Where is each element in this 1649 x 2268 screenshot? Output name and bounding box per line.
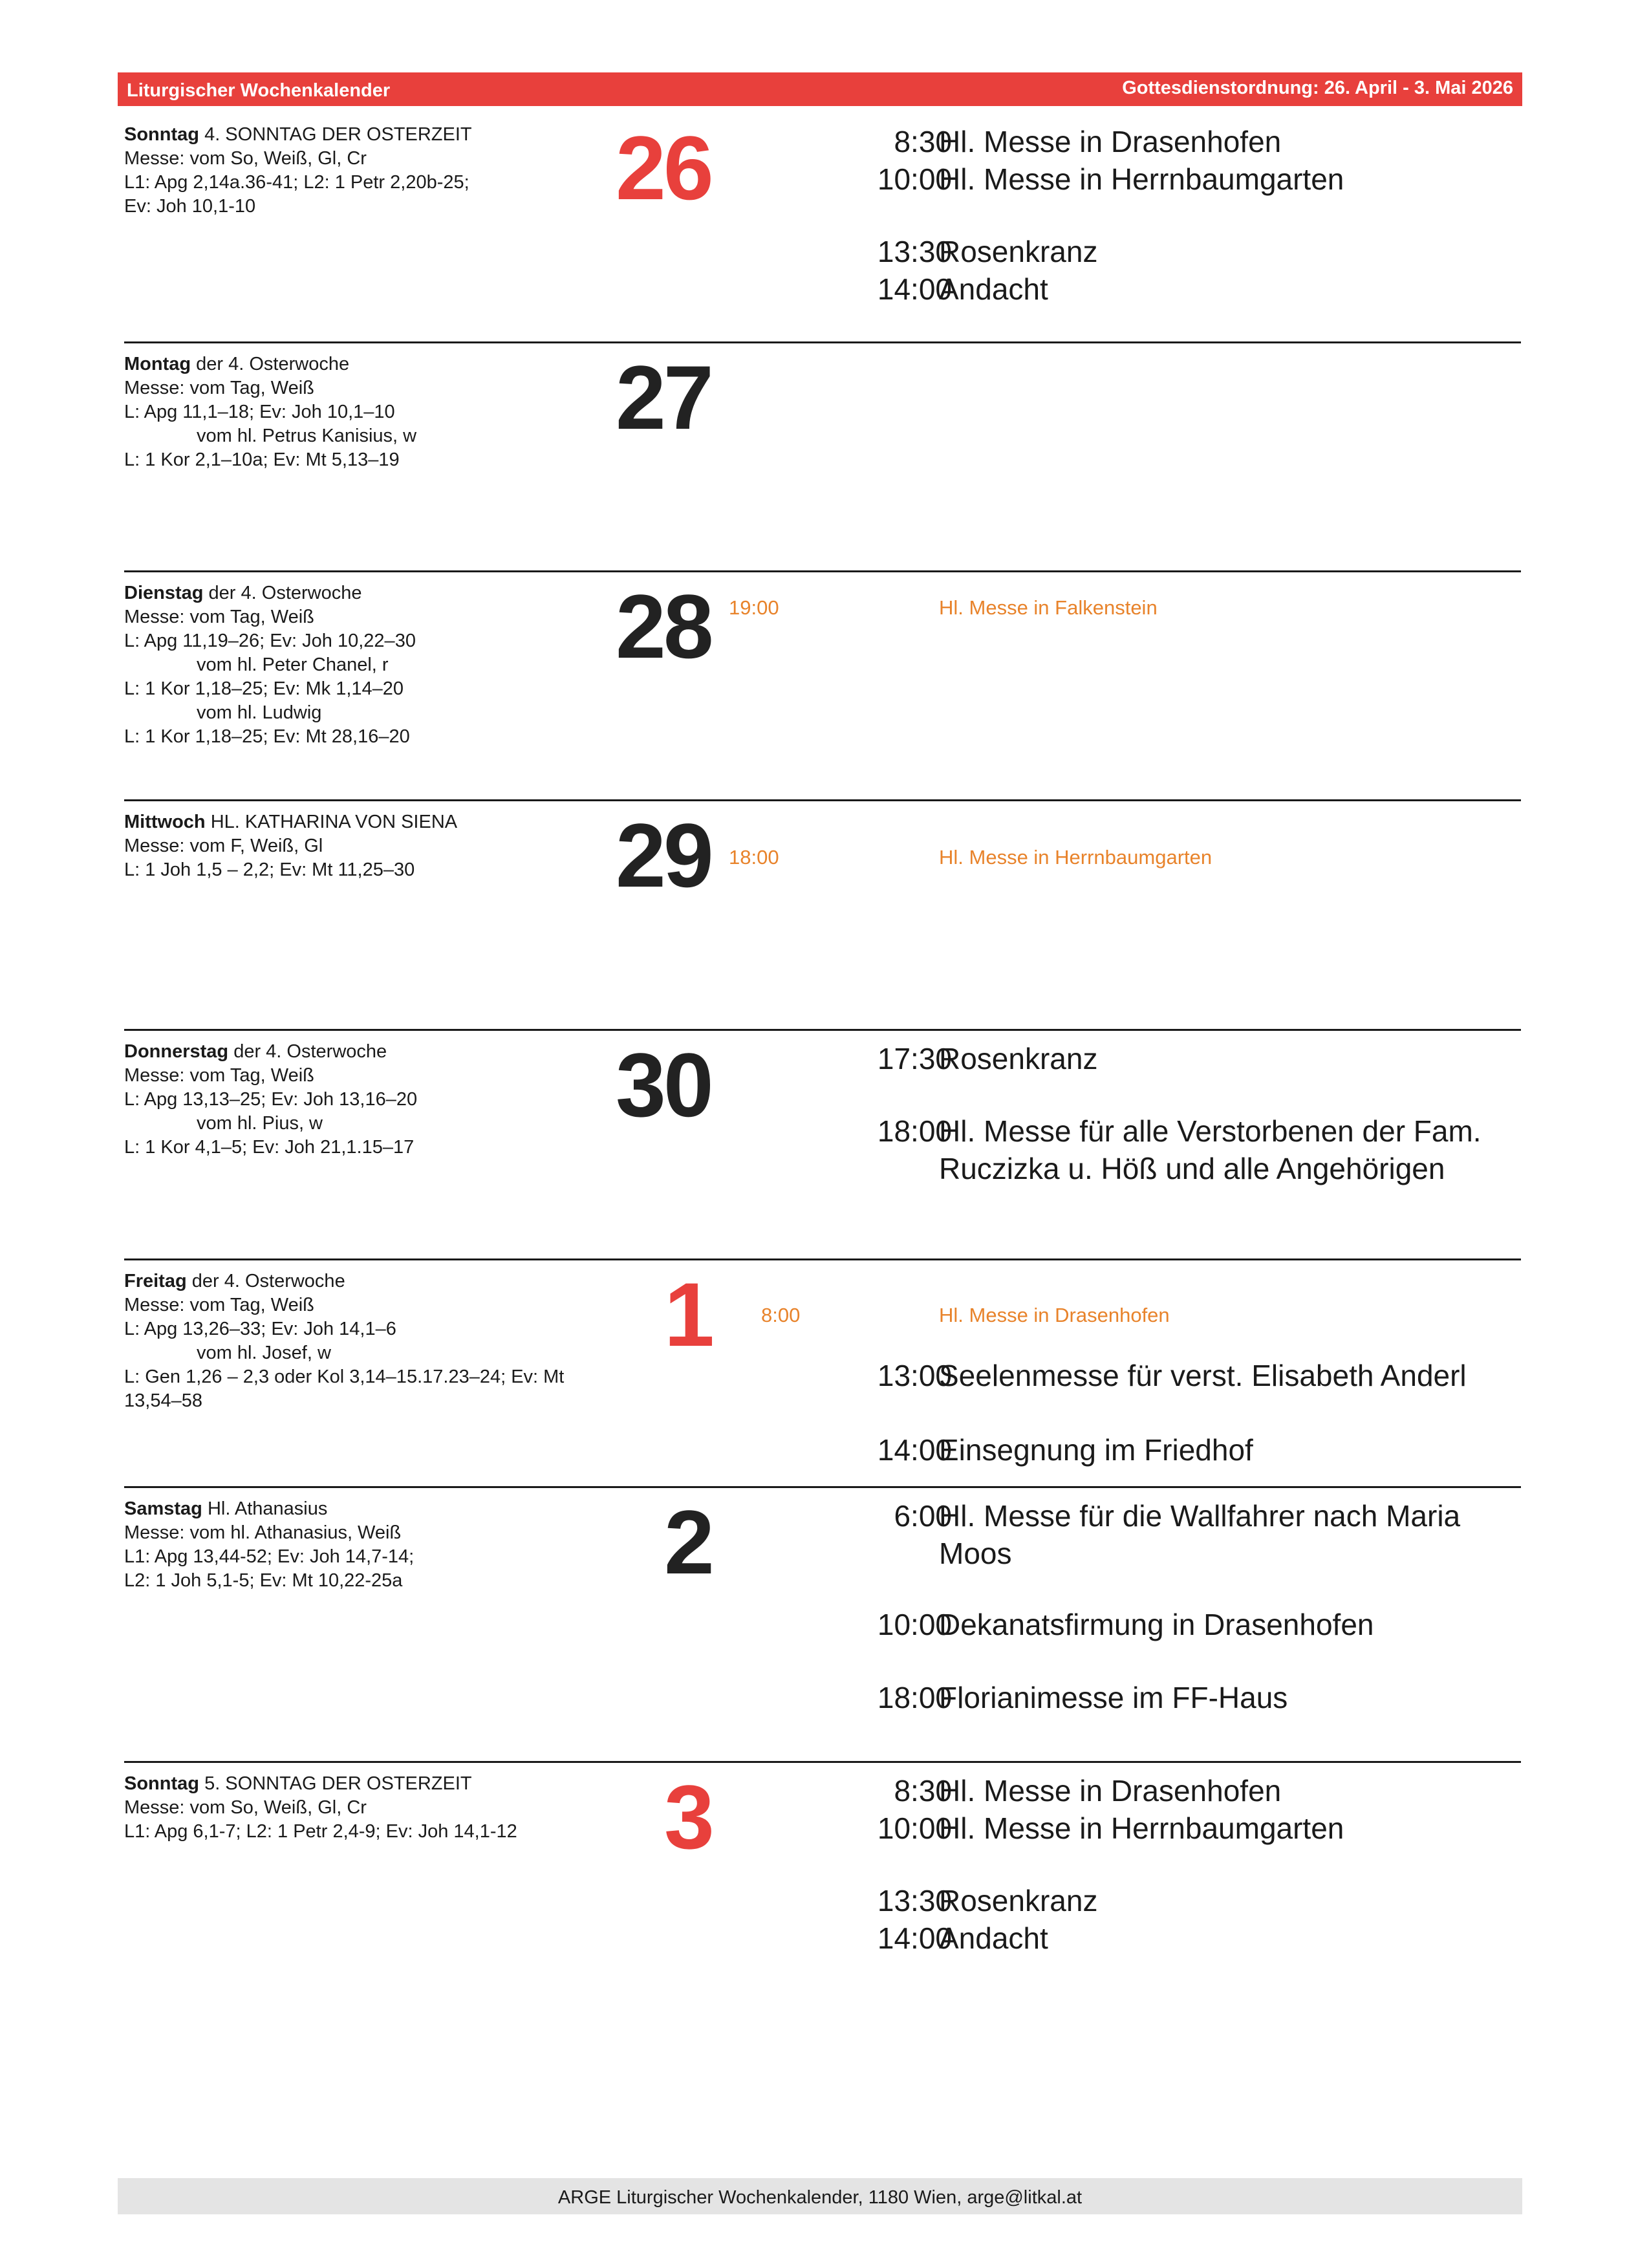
day-info-line: L: Apg 13,26–33; Ev: Joh 14,1–6 [124,1319,396,1339]
day-divider [124,1029,1521,1031]
event-time: 13:30 [877,235,952,268]
day-dienstag-28 [124,576,1521,801]
event-title: Hl. Messe in Herrnbaumgarten [939,846,1212,869]
event-title: Florianimesse im FF-Haus [939,1681,1288,1714]
calendar-header [118,72,1522,106]
day-info-line: Ev: Joh 10,1-10 [124,196,256,217]
page-footer [118,2178,1522,2214]
day-name: Sonntag [124,1773,199,1794]
day-sonntag-26 [124,117,1521,343]
header-title: Liturgischer Wochenkalender [127,80,391,101]
event-title: Andacht [939,1921,1048,1955]
event-time: 10:00 [877,1811,952,1845]
day-info [124,1269,616,1413]
event-time: 10:00 [877,162,952,196]
day-divider [124,341,1521,343]
day-info-line: Messe: vom F, Weiß, Gl [124,836,323,856]
day-info-line: vom hl. Pius, w [197,1113,323,1134]
day-number: 1 [664,1264,712,1365]
day-title: der 4. Osterwoche [233,1041,387,1062]
day-mittwoch-29 [124,805,1521,1024]
event-title: Hl. Messe für alle Verstorbenen der Fam. Ruczizka u. Höß und alle Angehörigen [939,1114,1482,1185]
event-time: 18:00 [877,1681,952,1714]
event-time: 6:00 [894,1499,952,1533]
day-info [124,352,616,472]
day-info-line: vom hl. Josef, w [197,1343,331,1363]
event-title: Hl. Messe für die Wallfahrer nach Maria Moos [939,1499,1461,1570]
day-divider [124,1258,1521,1260]
event-title: Hl. Messe in Drasenhofen [939,125,1282,158]
day-name: Freitag [124,1271,187,1291]
event-title: Rosenkranz [939,235,1098,268]
day-sonntag-3 [124,1766,1521,1992]
day-info-line: Messe: vom Tag, Weiß [124,1295,314,1315]
day-info-line: Messe: vom Tag, Weiß [124,1065,314,1086]
day-info-line: vom hl. Peter Chanel, r [197,654,389,675]
event-time: 14:00 [877,1921,952,1955]
day-info [124,1040,616,1160]
event-title: Hl. Messe in Drasenhofen [939,1774,1282,1808]
event-title: Andacht [939,272,1048,306]
header-date-range: Gottesdienstordnung: 26. April - 3. Mai 2026 [1122,78,1513,98]
event-title: Hl. Messe in Herrnbaumgarten [939,1811,1344,1845]
event-time: 10:00 [877,1608,952,1641]
day-title: der 4. Osterwoche [196,354,350,374]
day-name: Montag [124,354,191,374]
day-info-line: L: Gen 1,26 – 2,3 oder Kol 3,14–15.17.23–24; Ev: Mt 13,54–58 [124,1366,565,1411]
footer-text: ARGE Liturgischer Wochenkalender, 1180 Wien, arge@litkal.at [557,2187,1083,2208]
day-name: Sonntag [124,124,199,145]
day-info-line: Messe: vom So, Weiß, Gl, Cr [124,148,367,169]
day-info-line: Messe: vom So, Weiß, Gl, Cr [124,1797,367,1818]
day-divider [124,1761,1521,1763]
event-time: 14:00 [877,1433,952,1467]
day-name: Mittwoch [124,812,206,832]
day-divider [124,799,1521,801]
event-title: Einsegnung im Friedhof [939,1433,1253,1467]
event-title: Hl. Messe in Falkenstein [939,596,1158,619]
event-time: 8:30 [894,1774,952,1808]
event-time: 18:00 [729,846,779,869]
day-samstag-2 [124,1491,1521,1753]
day-info-line: Messe: vom Tag, Weiß [124,378,314,398]
day-donnerstag-30 [124,1034,1521,1253]
day-name: Donnerstag [124,1041,229,1062]
day-number: 3 [664,1766,712,1868]
day-name: Samstag [124,1498,202,1519]
day-info [124,581,616,749]
event-time: 8:30 [894,125,952,158]
day-title: der 4. Osterwoche [191,1271,345,1291]
event-time: 17:30 [877,1042,952,1075]
day-info-line: L2: 1 Joh 5,1-5; Ev: Mt 10,22-25a [124,1570,403,1591]
event-time: 18:00 [877,1114,952,1148]
day-divider [124,1486,1521,1488]
day-info-line: L: Apg 13,13–25; Ev: Joh 13,16–20 [124,1089,418,1110]
day-info-line: Messe: vom hl. Athanasius, Weiß [124,1522,402,1543]
day-info [124,1497,616,1593]
day-title: HL. KATHARINA VON SIENA [210,812,458,832]
day-number: 29 [616,805,711,906]
day-title: Hl. Athanasius [207,1498,328,1519]
day-montag-27 [124,347,1521,566]
event-time: 13:00 [877,1359,952,1392]
event-time: 8:00 [761,1304,801,1326]
event-time: 13:30 [877,1884,952,1917]
day-number: 27 [616,347,711,448]
day-divider [124,570,1521,572]
day-info [124,810,616,882]
day-info-line: L1: Apg 2,14a.36-41; L2: 1 Petr 2,20b-25; [124,172,469,193]
day-info-line: vom hl. Ludwig [197,702,322,723]
event-title: Rosenkranz [939,1884,1098,1917]
day-info-line: L1: Apg 6,1-7; L2: 1 Petr 2,4-9; Ev: Joh 14,1-12 [124,1821,517,1842]
day-info-line: vom hl. Petrus Kanisius, w [197,426,417,446]
day-info-line: L: 1 Joh 1,5 – 2,2; Ev: Mt 11,25–30 [124,859,415,880]
day-info [124,1772,616,1844]
event-title: Hl. Messe in Drasenhofen [939,1304,1170,1326]
day-info-line: L: 1 Kor 1,18–25; Ev: Mt 28,16–20 [124,726,410,747]
day-title: 5. SONNTAG DER OSTERZEIT [204,1773,472,1794]
day-info-line: L: 1 Kor 4,1–5; Ev: Joh 21,1.15–17 [124,1137,415,1158]
event-title: Rosenkranz [939,1042,1098,1075]
day-info-line: L: 1 Kor 2,1–10a; Ev: Mt 5,13–19 [124,449,400,470]
event-title: Seelenmesse für verst. Elisabeth Anderl [939,1359,1467,1392]
day-number: 28 [616,576,711,677]
day-number: 2 [664,1491,712,1593]
day-number: 26 [616,117,711,219]
day-title: 4. SONNTAG DER OSTERZEIT [204,124,472,145]
day-number: 30 [616,1034,711,1136]
event-time: 14:00 [877,272,952,306]
day-freitag-1 [124,1264,1521,1486]
day-info-line: Messe: vom Tag, Weiß [124,607,314,627]
day-info-line: L: Apg 11,1–18; Ev: Joh 10,1–10 [124,402,395,422]
event-time: 19:00 [729,596,779,619]
day-info [124,123,616,219]
day-name: Dienstag [124,583,204,603]
day-title: der 4. Osterwoche [208,583,362,603]
day-info-line: L1: Apg 13,44-52; Ev: Joh 14,7-14; [124,1546,415,1567]
day-info-line: L: 1 Kor 1,18–25; Ev: Mk 1,14–20 [124,678,404,699]
event-title: Hl. Messe in Herrnbaumgarten [939,162,1344,196]
event-title: Dekanatsfirmung in Drasenhofen [939,1608,1374,1641]
day-info-line: L: Apg 11,19–26; Ev: Joh 10,22–30 [124,631,416,651]
